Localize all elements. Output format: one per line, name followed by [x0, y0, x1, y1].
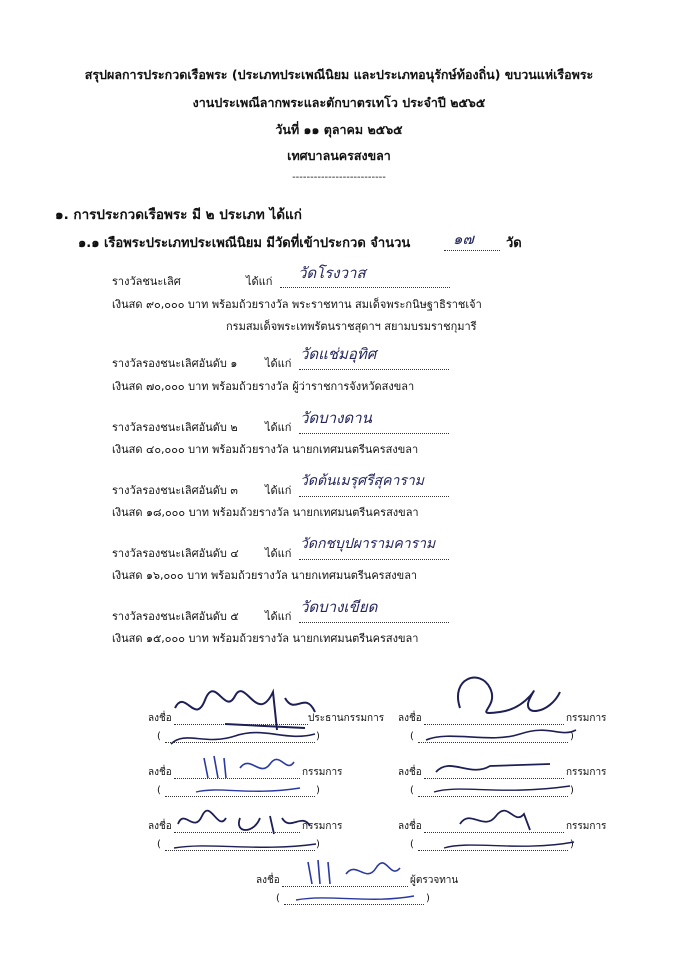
award-winner: วัดบางเขียด	[300, 598, 378, 616]
sign-label: ลงชื่อ	[148, 821, 172, 832]
winner-fill-line	[280, 287, 450, 288]
sign-label: ลงชื่อ	[256, 875, 280, 886]
section11-unit: วัด	[506, 236, 522, 251]
handwritten-signature-icon	[290, 854, 420, 908]
award-rank: รางวัลรองชนะเลิศอันดับ ๓	[112, 484, 238, 497]
winner-fill-line	[299, 496, 449, 497]
signer-role-member: กรรมการ	[566, 713, 607, 724]
document-date: วันที่ ๑๑ ตุลาคม ๒๕๖๕	[275, 122, 403, 137]
got-label: ได้แก่	[265, 421, 292, 434]
paren-close: )	[570, 731, 574, 742]
award-rank: รางวัลรองชนะเลิศอันดับ ๕	[112, 610, 239, 623]
section1-title: ๑. การประกวดเรือพระ มี ๒ ประเภท ได้แก่	[55, 207, 302, 223]
got-label: ได้แก่	[246, 275, 273, 288]
award-prize: เงินสด ๑๕,๐๐๐ บาท พร้อมถ้วยรางวัล นายกเทศมนตรีนครสงขลา	[112, 632, 419, 645]
paren-open: (	[157, 785, 161, 796]
signer-role-member: กรรมการ	[302, 767, 343, 778]
header-divider: --------------------------	[292, 172, 386, 183]
paren-open: (	[157, 731, 161, 742]
handwritten-signature-icon	[190, 748, 310, 800]
signer-role-reviewer: ผู้ตรวจทาน	[410, 875, 459, 886]
signer-role-member: กรรมการ	[566, 767, 607, 778]
paren-open: (	[276, 893, 280, 904]
sign-label: ลงชื่อ	[148, 767, 172, 778]
award-winner: วัดโรงวาส	[298, 264, 366, 282]
award-prize: เงินสด ๔๐,๐๐๐ บาท พร้อมถ้วยรางวัล นายกเทศมนตรีนครสงขลา	[112, 443, 419, 456]
signer-role-chairman: ประธานกรรมการ	[308, 713, 385, 724]
section11-title: ๑.๑ เรือพระประเภทประเพณีนิยม มีวัดที่เข้าประกวด จำนวน	[78, 236, 411, 251]
winner-fill-line	[299, 622, 449, 623]
award-winner: วัดกชบุปผารามคาราม	[300, 536, 436, 552]
paren-open: (	[410, 731, 414, 742]
document-title-line2: งานประเพณีลากพระและตักบาตรเทโว ประจำปี ๒๕๖๕	[192, 95, 486, 110]
paren-close: )	[316, 785, 320, 796]
handwritten-signature-icon	[440, 802, 580, 856]
paren-close: )	[316, 731, 320, 742]
award-rank: รางวัลรองชนะเลิศอันดับ ๒	[112, 421, 238, 434]
contest-count: ๑๗	[453, 230, 474, 248]
got-label: ได้แก่	[265, 357, 292, 370]
paren-close: )	[316, 839, 320, 850]
document-organization: เทศบาลนครสงขลา	[287, 148, 391, 163]
paren-open: (	[410, 839, 414, 850]
signer-role-member: กรรมการ	[302, 821, 343, 832]
signer-role-member: กรรมการ	[566, 821, 607, 832]
winner-fill-line	[299, 433, 449, 434]
award-prize: เงินสด ๑๖,๐๐๐ บาท พร้อมถ้วยรางวัล นายกเทศมนตรีนครสงขลา	[112, 569, 418, 582]
award-rank: รางวัลรองชนะเลิศอันดับ ๔	[112, 547, 239, 560]
got-label: ได้แก่	[265, 547, 292, 560]
handwritten-signature-icon	[170, 804, 320, 856]
sign-label: ลงชื่อ	[398, 713, 422, 724]
handwritten-signature-icon	[430, 748, 580, 800]
award-prize: เงินสด ๗๐,๐๐๐ บาท พร้อมถ้วยรางวัล ผู้ว่าราชการจังหวัดสงขลา	[112, 380, 415, 393]
award-winner: วัดแช่มอุทิศ	[300, 345, 377, 363]
got-label: ได้แก่	[265, 484, 292, 497]
sign-label: ลงชื่อ	[398, 821, 422, 832]
award-prize: เงินสด ๙๐,๐๐๐ บาท พร้อมถ้วยรางวัล พระราชทาน สมเด็จพระกนิษฐาธิราชเจ้า	[112, 298, 482, 311]
paren-open: (	[410, 785, 414, 796]
award-rank: รางวัลรองชนะเลิศอันดับ ๑	[112, 357, 238, 370]
award-rank: รางวัลชนะเลิศ	[112, 275, 181, 288]
sign-label: ลงชื่อ	[148, 713, 172, 724]
got-label: ได้แก่	[265, 610, 292, 623]
handwritten-signature-icon	[420, 668, 580, 750]
award-winner: วัดบางดาน	[300, 409, 372, 427]
winner-fill-line	[299, 369, 449, 370]
paren-close: )	[570, 839, 574, 850]
handwritten-signature-icon	[165, 686, 335, 750]
count-fill-line	[444, 250, 500, 251]
sign-label: ลงชื่อ	[398, 767, 422, 778]
winner-fill-line	[299, 559, 449, 560]
paren-open: (	[157, 839, 161, 850]
award-winner: วัดต้นเมรุศรีสุคาราม	[300, 473, 424, 489]
award-prize: เงินสด ๑๘,๐๐๐ บาท พร้อมถ้วยรางวัล นายกเทศมนตรีนครสงขลา	[112, 506, 419, 519]
document-title-line1: สรุปผลการประกวดเรือพระ (ประเภทประเพณีนิยม และประเภทอนุรักษ์ท้องถิ่น) ขบวนแห่เรือพระ	[84, 67, 594, 82]
paren-close: )	[426, 893, 430, 904]
paren-close: )	[570, 785, 574, 796]
award-prize-trophy-donor: กรมสมเด็จพระเทพรัตนราชสุดาฯ สยามบรมราชกุมารี	[226, 320, 477, 333]
